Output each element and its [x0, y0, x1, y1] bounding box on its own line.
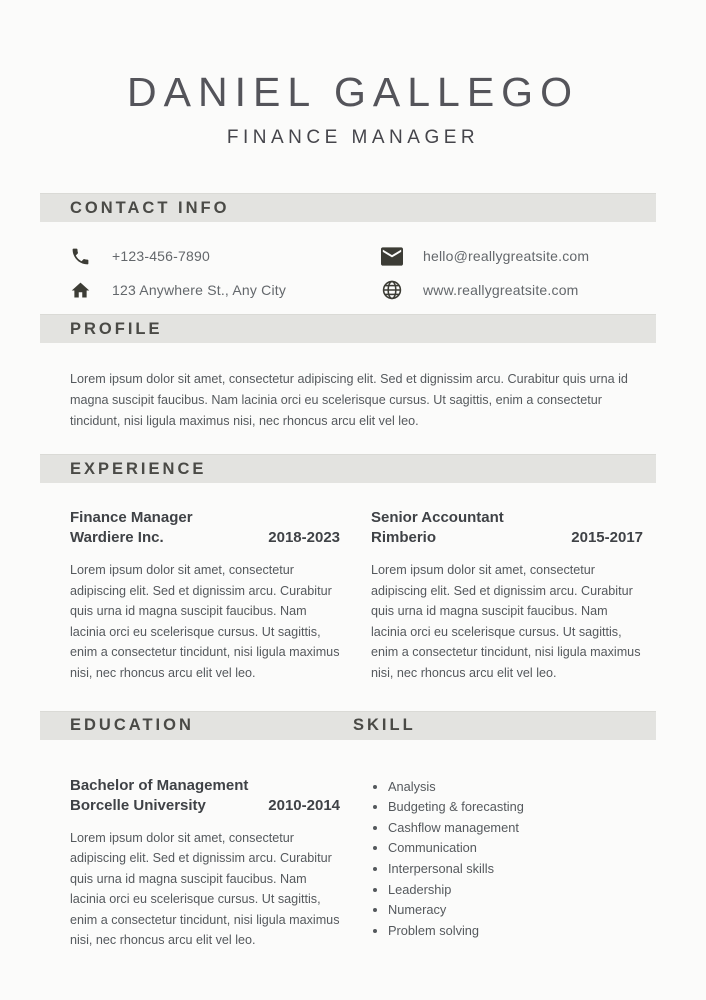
education-degree: Bachelor of Management	[70, 776, 249, 794]
skill-list	[370, 777, 643, 964]
skill-item: • Budgeting & forecasting	[388, 797, 643, 818]
job-company: Rimberio	[371, 529, 437, 546]
contact-address-text: 123 Anywhere St., Any City	[112, 282, 287, 298]
candidate-title: FINANCE MANAGER	[226, 127, 480, 148]
education-school: Borcelle University	[70, 796, 206, 814]
resume-header	[0, 0, 706, 149]
education-heading: EDUCATION	[70, 716, 194, 735]
job-entry	[70, 508, 340, 696]
contact-heading: CONTACT INFO	[70, 198, 230, 217]
job-role: Senior Accountant	[371, 509, 504, 526]
skill-item: • Leadership	[388, 880, 643, 901]
mail-icon	[381, 245, 404, 267]
experience-heading-bar	[40, 454, 656, 483]
contact-heading-bar	[40, 193, 656, 222]
education-dates: 2010-2014	[268, 796, 340, 814]
contact-item-address	[70, 279, 381, 301]
profile-text: Lorem ipsum dolor sit amet, consectetur adipiscing elit. Sed et dignissim arcu. Curabitur quis urna id magna suscipit faucibus. Nam lacinia orci eu scelerisque cursus. Ut sagittis, enim a consectetur tincidunt, nisi ligula maximus nisi, nec rhoncus arcu elit vel leo.	[70, 372, 628, 428]
job-description: Lorem ipsum dolor sit amet, consectetur adipiscing elit. Sed et dignissim arcu. Curabitur quis urna id magna suscipit faucibus. Nam lacinia orci eu scelerisque cursus. Ut sagittis, enim a consectetur tincidunt, nisi ligula maximus nisi, nec rhoncus arcu elit vel leo.	[371, 563, 641, 680]
contact-phone-text: +123-456-7890	[112, 248, 210, 264]
skill-item: • Communication	[388, 838, 643, 859]
education-description: Lorem ipsum dolor sit amet, consectetur adipiscing elit. Sed et dignissim arcu. Curabitur quis urna id magna suscipit faucibus. Nam lacinia orci eu scelerisque cursus. Ut sagittis, enim a consectetur tincidunt, nisi ligula maximus nisi, nec rhoncus arcu elit vel leo.	[70, 830, 340, 948]
job-company: Wardiere Inc.	[70, 529, 164, 546]
skill-item: • Cashflow management	[388, 818, 643, 839]
contact-email-text: hello@reallygreatsite.com	[423, 248, 590, 264]
skill-item: • Problem solving	[388, 921, 643, 942]
job-role: Finance Manager	[70, 509, 193, 526]
contact-website-text: www.reallygreatsite.com	[423, 282, 579, 298]
contact-grid	[70, 239, 656, 307]
education-skill-heading-bar	[40, 711, 656, 740]
job-dates: 2015-2017	[571, 529, 643, 546]
home-icon	[70, 279, 93, 301]
candidate-name: DANIEL GALLEGO	[127, 69, 579, 115]
experience-jobs	[70, 508, 706, 696]
skill-item: • Numeracy	[388, 900, 643, 921]
contact-item-phone	[70, 245, 381, 267]
contact-item-email	[381, 245, 656, 267]
profile-heading-bar	[40, 314, 656, 343]
job-dates: 2018-2023	[268, 529, 340, 546]
job-description: Lorem ipsum dolor sit amet, consectetur adipiscing elit. Sed et dignissim arcu. Curabitur quis urna id magna suscipit faucibus. Nam lacinia orci eu scelerisque cursus. Ut sagittis, enim a consectetur tincidunt, nisi ligula maximus nisi, nec rhoncus arcu elit vel leo.	[70, 563, 340, 680]
contact-item-website	[381, 279, 656, 301]
profile-heading: PROFILE	[70, 319, 163, 338]
education-skill-columns	[70, 776, 706, 964]
skill-heading: SKILL	[353, 716, 416, 735]
skill-item: • Analysis	[388, 777, 643, 798]
education-entry	[70, 776, 340, 964]
skill-item: • Interpersonal skills	[388, 859, 643, 880]
experience-heading: EXPERIENCE	[70, 459, 207, 478]
phone-icon	[70, 245, 93, 267]
globe-icon	[381, 279, 404, 301]
job-entry	[371, 508, 643, 696]
